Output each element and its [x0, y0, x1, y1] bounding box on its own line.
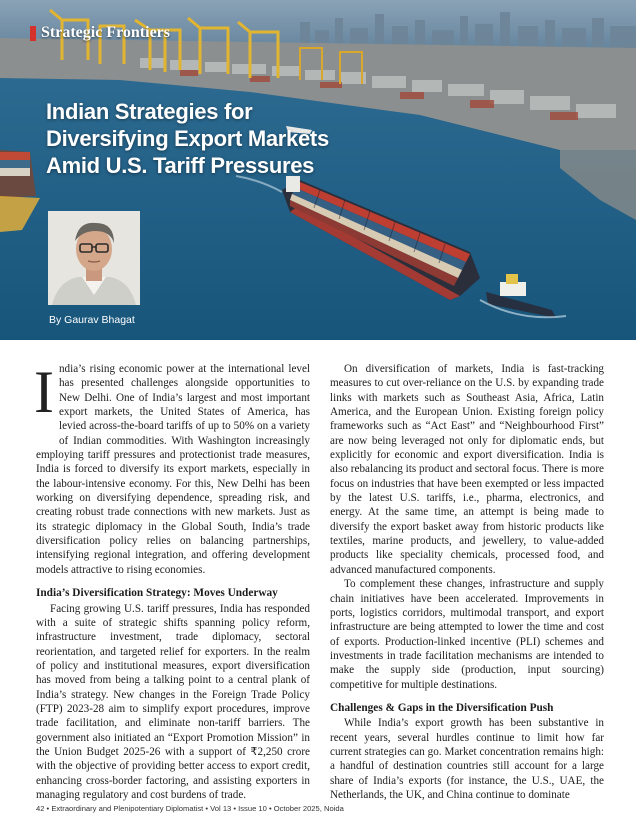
section-heading-challenges: Challenges & Gaps in the Diversification Push	[330, 701, 554, 714]
paragraph-infrastructure: To complement these changes, infrastructure and supply chain initiatives have been accelerated. Improvements in ports, logistics corridors, multimodal transport, and export infrastructure are being attempted to lower the time and cost of exports. Production-linked incentive (PLI) schemes and investments in trade facilitation mechanisms are intended to make the supply side (production, input sourcing) competitive for multiple destinations.	[330, 578, 604, 691]
paragraph-challenges: While India’s export growth has been substantive in recent years, several hurdles continue to limit how far current strategies can go. Market concentration remains high: a handful of destination countries still account for a large share of India’s exports (for instance, the U.S., UAE, the Netherlands, the UK, and China continue to dominate	[330, 717, 604, 801]
intro-paragraph	[34, 359, 310, 577]
headline-line-1: Indian Strategies for	[46, 99, 253, 124]
paragraph-market-diversification: On diversification of markets, India is fast-tracking measures to cut over-reliance on the U.S. by expanding trade links with markets such as Southeast Asia, Africa, Latin America, and the European Union. Existing foreign policy frameworks such as “Act East” and “Neighbourhood First” are now being leveraged not only for diplomatic ends, but explicitly for economic and export diversification. India is also rebalancing its product and sectoral focus. There is more focus on industries that have been exempted or less impacted by the latest U.S. tariffs, i.e., pharma, electronics, and energy. At the same time, an attempt is being made to diversify the export basket away from historic products like textiles, marine products, and jewellery, to value-added products like speciality chemicals, processed food, and advanced manufactured components.	[330, 363, 604, 576]
headline-line-3: Amid U.S. Tariff Pressures	[46, 153, 315, 178]
byline: By Gaurav Bhagat	[49, 314, 135, 326]
section-tag	[30, 24, 170, 42]
section-label: Strategic Frontiers	[41, 24, 170, 41]
hero-image	[0, 0, 636, 340]
drop-cap: I	[34, 359, 54, 425]
page-footer: 42 • Extraordinary and Plenipotentiary Diplomatist • Vol 13 • Issue 10 • October 2025, Noida	[36, 804, 344, 813]
author-photo	[48, 211, 140, 305]
article-column-right	[330, 362, 604, 802]
article-headline	[46, 98, 376, 179]
author-portrait-illustration	[48, 211, 140, 305]
section-heading-diversification-strategy: India’s Diversification Strategy: Moves Underway	[36, 587, 278, 600]
article-column-left	[34, 359, 310, 802]
intro-text: ndia’s rising economic power at the international level has presented challenges alongside opportunities to New Delhi. One of India’s largest and most important export markets, the United States of America, has levied across-the-board tariffs of up to 50% on a variety of Indian commodities. With Washington increasingly employing tariff pressures and protectionist trade measures, India is forced to diversify its export markets, especially in the labour-intensive economy. For this, New Delhi has been working on diversifying dependence, spreading risk, and creating robust trade connections with new markets. Just as its strategic diplomacy in the Global South, India’s trade diversification policy relies on balancing partnerships, intensifying regional integration, and offering development models attractive to rising economies.	[36, 363, 310, 576]
section-marker-bar	[30, 26, 36, 41]
paragraph-policy-measures: Facing growing U.S. tariff pressures, India has responded with a suite of strategic shifts spanning policy reform, infrastructure investment, trade diplomacy, sectoral reorientation, and targeted relief for exporters. In the realm of policy and institutional measures, export diversification has moved from being a talking point to a central plank of India’s strategy. New changes in the Foreign Trade Policy (FTP) 2023-28 aim to simplify export procedures, improve trade facilitation, and eliminate non-tariff barriers. The government also initiated an “Export Promotion Mission” in the Union Budget 2025-26 with a support of ₹2,250 crore with the objective of providing better access to export credit, enhancing cross-border factoring, and assisting exporters in managing regulatory and cost burdens of trade.	[36, 602, 310, 801]
headline-line-2: Diversifying Export Markets	[46, 126, 329, 151]
